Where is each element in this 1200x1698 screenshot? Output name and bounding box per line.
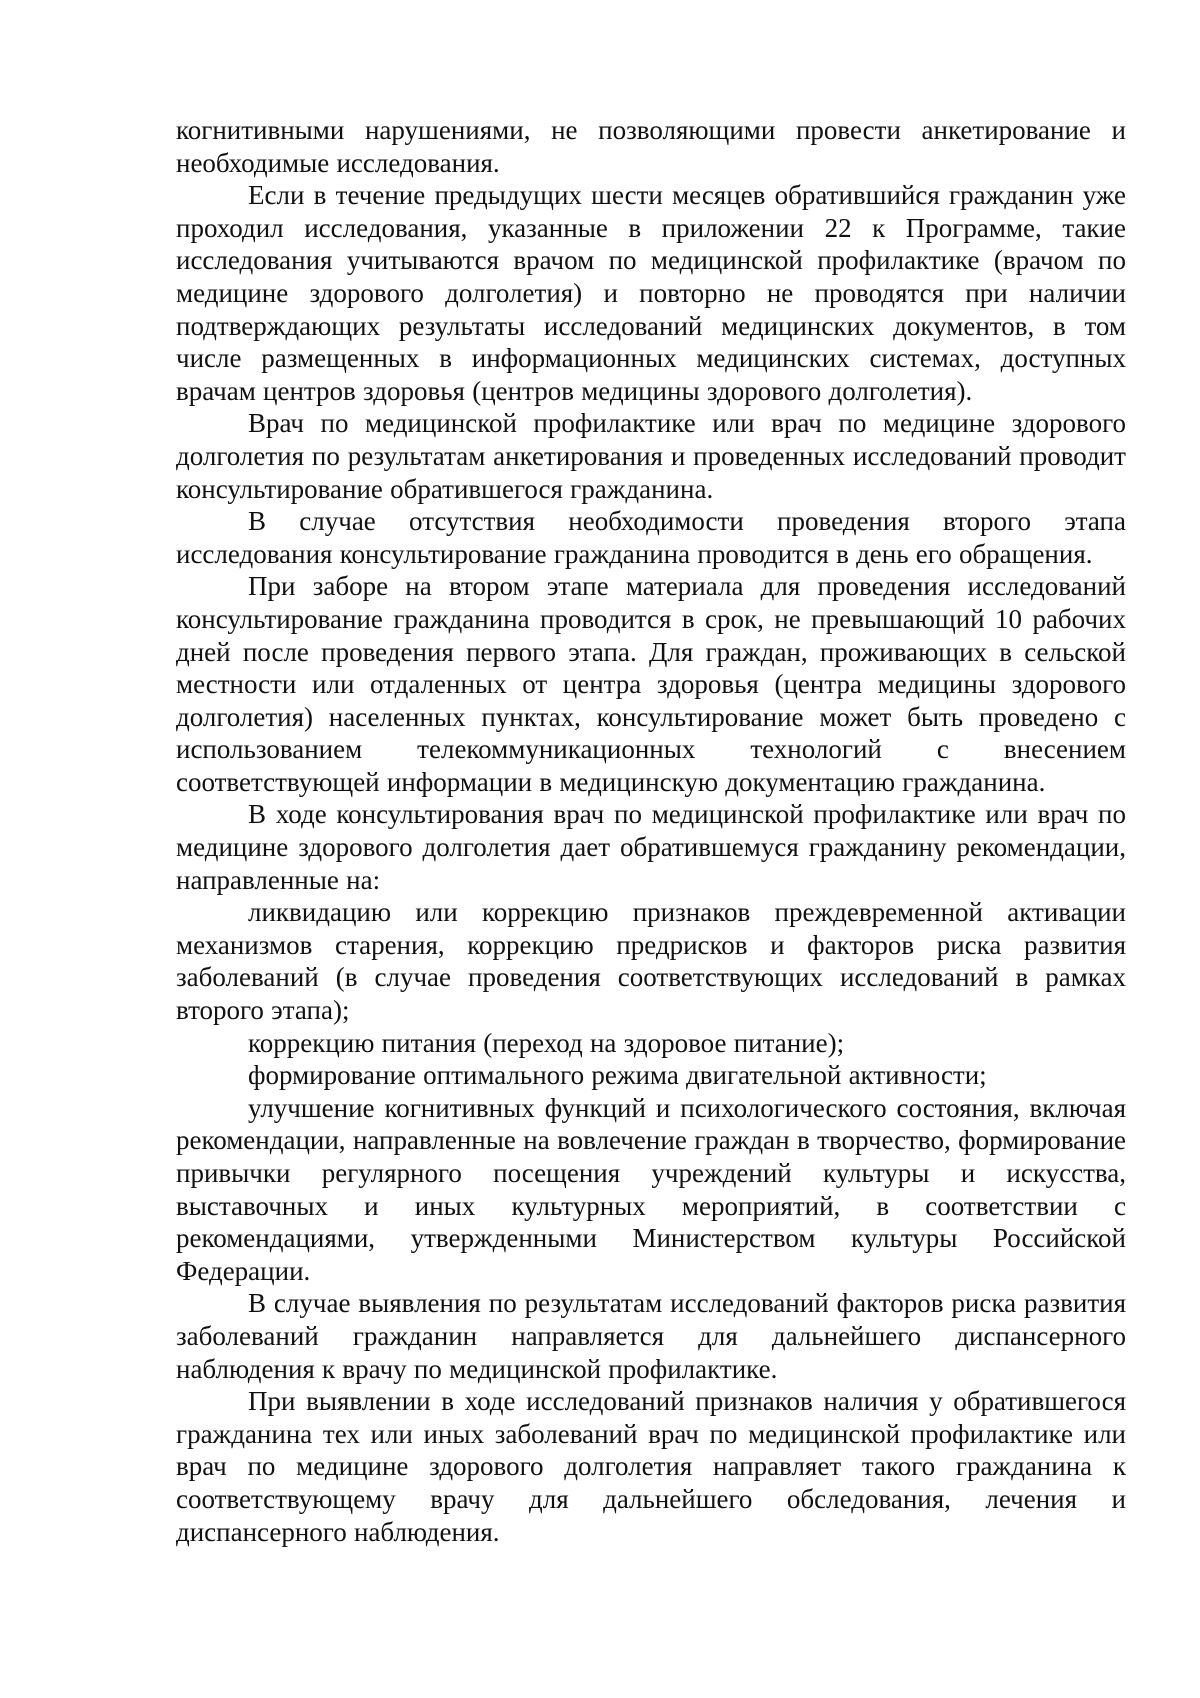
paragraph-continuation: когнитивными нарушениями, не позволяющими провести анкетирование и необходимые исследования. xyxy=(176,115,1126,178)
paragraph-risk-factors: В случае выявления по результатам исследований факторов риска развития заболеваний гражданин направляется для дальнейшего диспансерного наблюдения к врачу по медицинской профилактике. xyxy=(176,1288,1126,1384)
paragraph-disease-signs: При выявлении в ходе исследований признаков наличия у обратившегося гражданина тех или иных заболеваний врач по медицинской профилактике или врач по медицине здорового долголетия направляет такого гражданина к соответствующему врачу для дальнейшего обследования, лечения и диспансерного наблюдения. xyxy=(176,1386,1126,1547)
paragraph-second-stage-timing: При заборе на втором этапе материала для проведения исследований консультирование гражданина проводится в срок, не превышающий 10 рабочих дней после проведения первого этапа. Для граждан, проживающих в сельской местности или отдаленных от центра здоровья (центра медицины здорового долголетия) населенных пунктах, консультирование может быть проведено с использованием телекоммуникационных технологий с внесением соответствующей информации в медицинскую документацию гражданина. xyxy=(176,571,1126,797)
recommendation-cognitive: улучшение когнитивных функций и психологического состояния, включая рекомендации, направленные на вовлечение граждан в творчество, формирование привычки регулярного посещения учреждений культуры и искусства, выставочных и иных культурных мероприятий, в соответствии с рекомендациями, утвержденными Министерством культуры Российской Федерации. xyxy=(176,1092,1126,1286)
paragraph-consultation: Врач по медицинской профилактике или врач по медицине здорового долголетия по результатам анкетирования и проведенных исследований проводит консультирование обратившегося гражданина. xyxy=(176,408,1126,504)
recommendation-aging-risk: ликвидацию или коррекцию признаков преждевременной активации механизмов старения, коррекцию предрисков и факторов риска развития заболеваний (в случае проведения соответствующих исследований в рамках второго этапа); xyxy=(176,897,1126,1026)
paragraph-previous-studies: Если в течение предыдущих шести месяцев обратившийся гражданин уже проходил исследования, указанные в приложении 22 к Программе, такие исследования учитываются врачом по медицинской профилактике (врачом по медицине здорового долголетия) и повторно не проводятся при наличии подтверждающих результаты исследований медицинских документов, в том числе размещенных в информационных медицинских системах, доступных врачам центров здоровья (центров медицины здорового долголетия). xyxy=(176,180,1126,406)
paragraph-no-second-stage: В случае отсутствия необходимости проведения второго этапа исследования консультирование гражданина проводится в день его обращения. xyxy=(176,506,1126,569)
paragraph-recommendations-intro: В ходе консультирования врач по медицинской профилактике или врач по медицине здорового долголетия дает обратившемуся гражданину рекомендации, направленные на: xyxy=(176,799,1126,895)
recommendation-nutrition: коррекцию питания (переход на здоровое питание); xyxy=(248,1027,845,1058)
document-body xyxy=(176,114,1126,1548)
recommendation-activity: формирование оптимального режима двигательной активности; xyxy=(248,1060,987,1091)
